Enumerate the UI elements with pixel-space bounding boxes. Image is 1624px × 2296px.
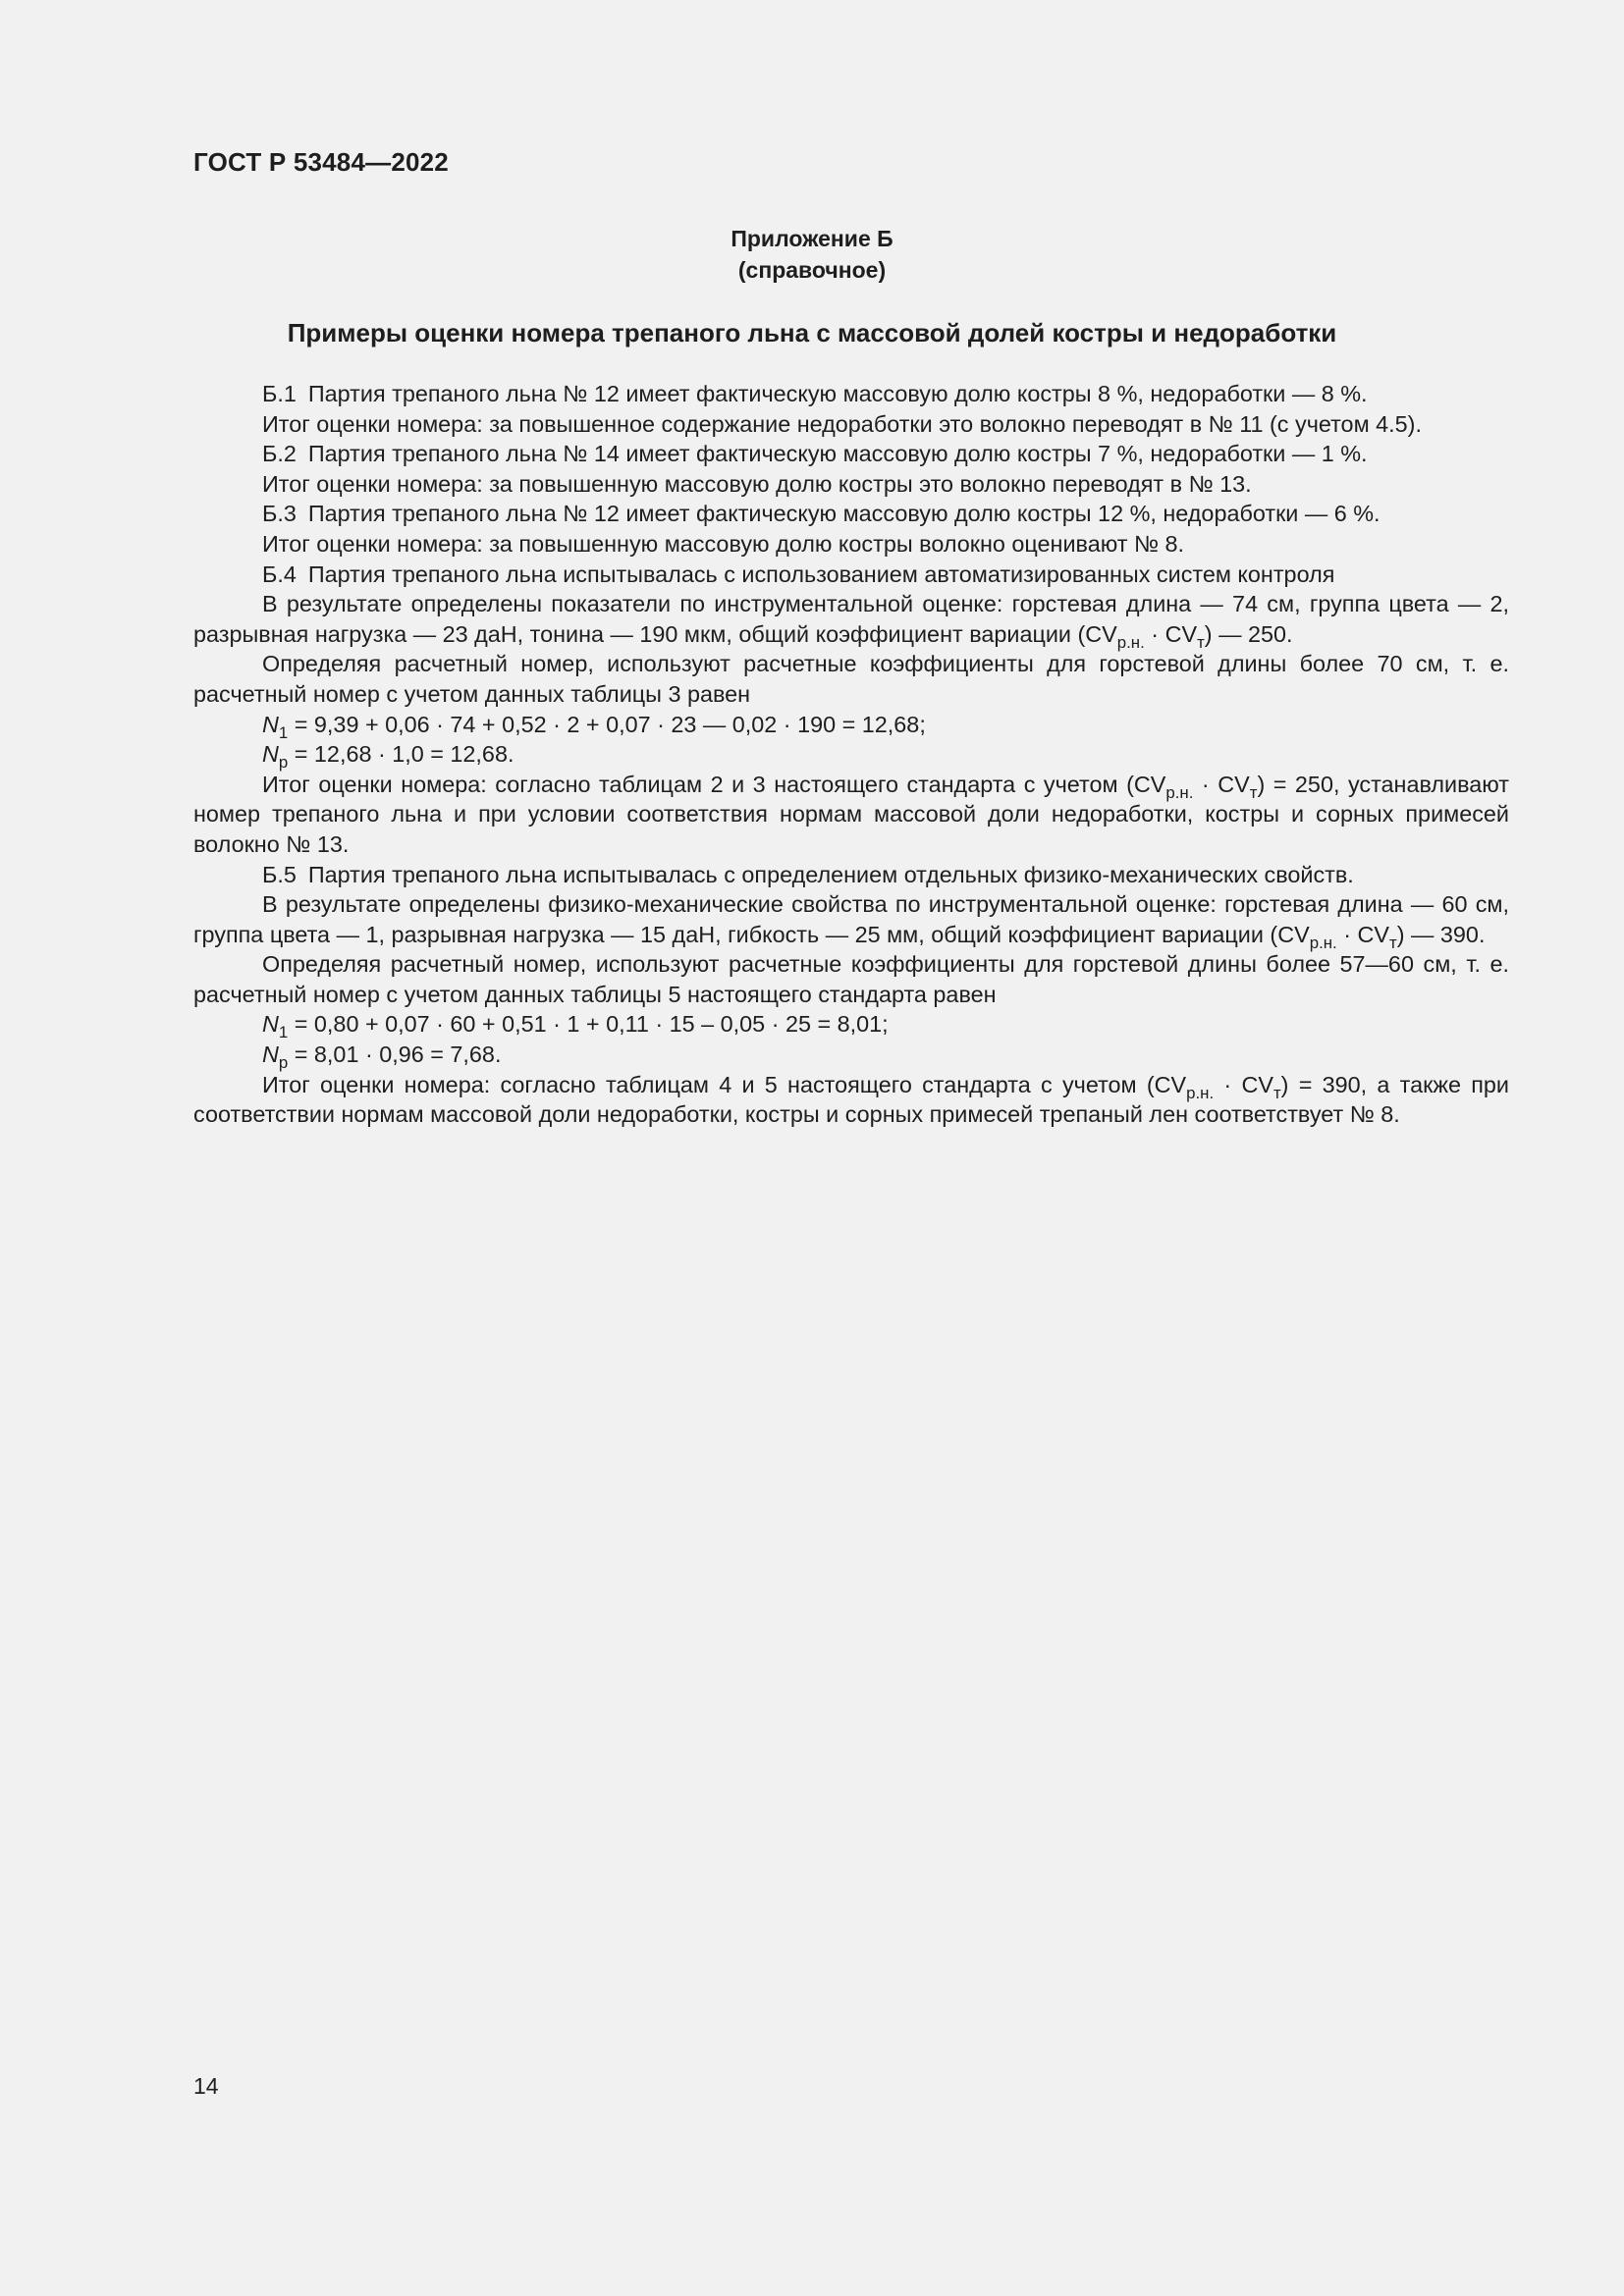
formula-subscript: р	[278, 753, 289, 773]
example-b5-measurements-text: В результате определены физико-механические свойства по инструментальной оценке: горстевая длина — 60 см, группа цвета — 1, разрывная нагрузка — 15 даН, гибкость — 25 мм, общий коэффициент вариации (CV	[193, 891, 1509, 947]
cv-subscript: р.н.	[1186, 1083, 1215, 1102]
example-b1-result: Итог оценки номера: за повышенное содержание недоработки это волокно переводят в № 11 (с учетом 4.5).	[262, 410, 1422, 437]
formula-expression: = 9,39 + 0,06 · 74 + 0,52 · 2 + 0,07 · 23 — 0,02 · 190 = 12,68;	[288, 711, 926, 737]
formula-variable: N	[262, 1011, 279, 1038]
example-b4-measurements	[193, 589, 1509, 652]
example-b5-formula-1	[193, 1009, 1509, 1040]
formula-expression: = 12,68 · 1,0 = 12,68.	[288, 741, 514, 768]
cv-subscript: р.н.	[1165, 782, 1194, 802]
example-b5-calculation-text: Определяя расчетный номер, используют расчетные коэффициенты для горстевой длины более 57—60 см, т. е. расчетный номер с учетом данных таблицы 5 настоящего стандарта равен	[193, 951, 1509, 1007]
example-b5-result	[193, 1070, 1509, 1130]
cv-text: · CV	[1193, 771, 1250, 797]
cv-text: · CV	[1144, 620, 1198, 647]
formula-variable: N	[262, 1041, 279, 1068]
example-b4-measurements-text: В результате определены показатели по инструментальной оценке: горстевая длина — 74 см, группа цвета — 2, разрывная нагрузка — 23 даН, тонина — 190 мкм, общий коэффициент вариации (CV	[193, 591, 1509, 647]
example-b3-number: Б.3	[262, 501, 297, 527]
example-b4-formula-1	[193, 710, 1509, 740]
formula-variable: N	[262, 741, 279, 768]
example-b4-text: Партия трепаного льна испытывалась с использованием автоматизированных систем контроля	[307, 561, 1335, 587]
example-b5-measurements-end: ) — 390.	[1396, 921, 1486, 947]
example-b4-measurements-end: ) — 250.	[1204, 620, 1293, 647]
example-b5-text: Партия трепаного льна испытывалась с определением отдельных физико-механических свойств.	[307, 861, 1354, 887]
example-b4-formula-2	[193, 739, 1509, 773]
example-b2-text: Партия трепаного льна № 14 имеет фактическую массовую долю костры 7 %, недоработки — 1 %.	[307, 441, 1368, 467]
formula-expression: = 0,80 + 0,07 · 60 + 0,51 · 1 + 0,11 · 15 – 0,05 · 25 = 8,01;	[288, 1011, 889, 1038]
cv-subscript: т	[1272, 1083, 1281, 1102]
cv-subscript: т	[1197, 632, 1205, 652]
example-b2-result: Итог оценки номера: за повышенную массовую долю костры это волокно переводят в № 13.	[262, 470, 1252, 497]
cv-subscript: р.н.	[1116, 632, 1145, 652]
example-b4-result	[193, 770, 1509, 860]
formula-expression: = 8,01 · 0,96 = 7,68.	[288, 1041, 502, 1068]
example-b5-paragraph	[193, 860, 1509, 890]
example-b2-number: Б.2	[262, 441, 297, 467]
example-b3-text: Партия трепаного льна № 12 имеет фактическую массовую долю костры 12 %, недоработки — 6 %.	[307, 501, 1380, 527]
document-body	[193, 379, 1509, 1130]
example-b5-result-end: ) = 390, а также при соответствии нормам массовой доли недоработки, костры и сорных примесей трепаный лен соответствует № 8.	[193, 1071, 1509, 1128]
example-b1-paragraph	[193, 379, 1509, 409]
example-b1-text: Партия трепаного льна № 12 имеет фактическую массовую долю костры 8 %, недоработки — 8 %.	[307, 381, 1368, 406]
appendix-subtitle: (справочное)	[737, 257, 887, 283]
example-b1-number: Б.1	[262, 381, 297, 406]
cv-subscript: т	[1389, 933, 1397, 952]
example-b4-result-end: ) = 250, устанавливают номер трепаного льна и при условии соответствия нормам массовой доли недоработки, костры и сорных примесей волокно № 13.	[193, 771, 1509, 857]
cv-subscript: т	[1249, 782, 1258, 802]
example-b5-measurements	[193, 889, 1509, 952]
example-b5-formula-2	[193, 1040, 1509, 1070]
example-b4-result-text: Итог оценки номера: согласно таблицам 2 и 3 настоящего стандарта с учетом (CV	[262, 771, 1166, 797]
standard-code-header: ГОСТ Р 53484—2022	[193, 147, 449, 177]
cv-subscript: р.н.	[1309, 933, 1337, 952]
cv-text: · CV	[1214, 1071, 1273, 1097]
example-b4-number: Б.4	[262, 561, 297, 587]
example-b3-result: Итог оценки номера: за повышенную массовую долю костры волокно оценивают № 8.	[262, 530, 1185, 557]
page-number: 14	[193, 2073, 219, 2099]
example-b2-paragraph	[193, 439, 1509, 469]
formula-variable: N	[262, 711, 279, 737]
cv-text: · CV	[1336, 921, 1390, 947]
example-b5-number: Б.5	[262, 861, 297, 887]
example-b3-paragraph	[193, 499, 1509, 529]
section-title: Примеры оценки номера трепаного льна с массовой долей костры и недоработки	[287, 318, 1337, 347]
formula-subscript: р	[278, 1052, 289, 1072]
formula-subscript: 1	[278, 722, 289, 742]
appendix-title: Приложение Б	[731, 226, 893, 251]
example-b5-result-text: Итог оценки номера: согласно таблицам 4 и 5 настоящего стандарта с учетом (CV	[262, 1071, 1187, 1097]
example-b4-calculation-text: Определяя расчетный номер, используют расчетные коэффициенты для горстевой длины более 70 см, т. е. расчетный номер с учетом данных таблицы 3 равен	[193, 651, 1509, 707]
formula-subscript: 1	[278, 1023, 289, 1042]
example-b4-paragraph	[193, 560, 1509, 590]
